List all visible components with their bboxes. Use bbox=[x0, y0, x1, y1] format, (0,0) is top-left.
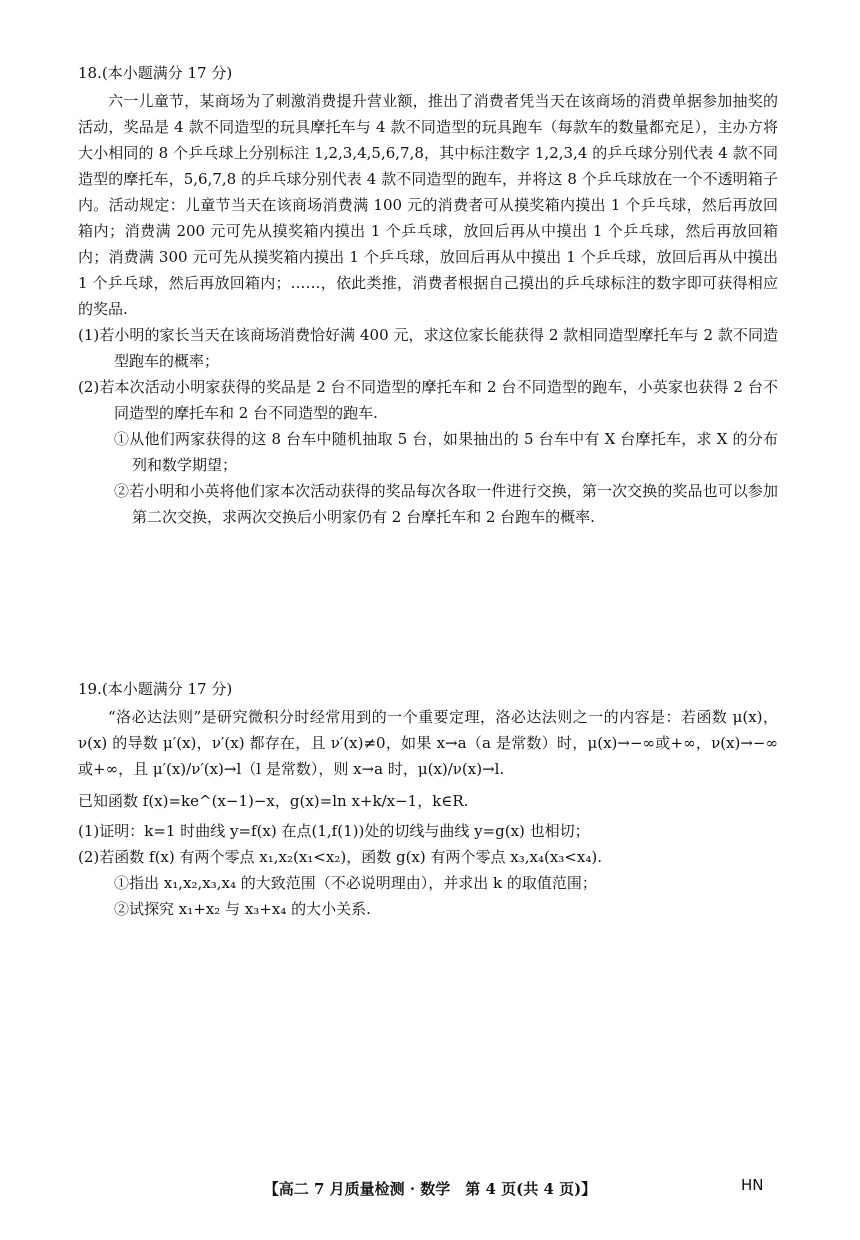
problem-19-header: 19.(本小题满分 17 分) bbox=[78, 680, 233, 698]
problem-18-question-2-part-2: ②若小明和小英将他们家本次活动获得的奖品每次各取一件进行交换，第一次交换的奖品也可以参加第二次交换，求两次交换后小明家仍有 2 台摩托车和 2 台跑车的概率. bbox=[114, 482, 778, 526]
region-code: HN bbox=[741, 1176, 764, 1194]
problem-18-question-2-part-1: ①从他们两家获得的这 8 台车中随机抽取 5 台，如果抽出的 5 台车中有 X 台摩托车，求 X 的分布列和数学期望； bbox=[114, 430, 778, 474]
problem-19-question-2-part-2: ②试探究 x₁+x₂ 与 x₃+x₄ 的大小关系. bbox=[114, 900, 371, 918]
problem-18-question-2: (2)若本次活动小明家获得的奖品是 2 台不同造型的摩托车和 2 台不同造型的跑车，小英家也获得 2 台不同造型的摩托车和 2 台不同造型的跑车. bbox=[78, 378, 778, 422]
problem-18-stem: 六一儿童节，某商场为了刺激消费提升营业额，推出了消费者凭当天在该商场的消费单据参加抽奖的活动，奖品是 4 款不同造型的玩具摩托车与 4 款不同造型的玩具跑车（每款车的数量都充足），主办方将大小相同的 8 个乒乓球上分别标注 1,2,3,4,5,6,7,8，其中标注数字 1,2,3,4 的乒乓球分别代表 4 款不同造型的摩托车，5,6,7,8 的乒乓球分别代表 4 款不同造型的跑车，并将这 8 个乒乓球放在一个不透明箱子内。活动规定：儿童节当天在该商场消费满 100 元的消费者可从摸奖箱内摸出 1 个乒乓球，然后再放回箱内；消费满 200 元可先从摸奖箱内摸出 1 个乒乓球，放回后再从中摸出 1 个乒乓球，然后再放回箱内；消费满 300 元可先从摸奖箱内摸出 1 个乒乓球，放回后再从中摸出 1 个乒乓球，放回后再从中摸出 1 个乒乓球，然后再放回箱内；……，依此类推，消费者根据自己摸出的乒乓球标注的数字即可获得相应的奖品. bbox=[78, 92, 778, 318]
problem-19-stem: “洛必达法则”是研究微积分时经常用到的一个重要定理，洛必达法则之一的内容是：若函数 μ(x)，ν(x) 的导数 μ′(x)，ν′(x) 都存在，且 ν′(x)≠0，如果 x→a（a 是常数）时，μ(x)→−∞或+∞，ν(x)→−∞或+∞，且 μ′(x)/ν′(x)→l（l 是常数），则 x→a 时，μ(x)/ν(x)→l. bbox=[78, 708, 778, 778]
problem-19-given-functions: 已知函数 f(x)=ke^(x−1)−x，g(x)=ln x+k/x−1，k∈R. bbox=[78, 792, 469, 810]
problem-19-question-2: (2)若函数 f(x) 有两个零点 x₁,x₂(x₁<x₂)，函数 g(x) 有两个零点 x₃,x₄(x₃<x₄). bbox=[78, 848, 602, 866]
problem-19-question-2-part-1: ①指出 x₁,x₂,x₃,x₄ 的大致范围（不必说明理由），并求出 k 的取值范围； bbox=[114, 874, 597, 892]
problem-18 bbox=[78, 60, 778, 530]
page-footer: 【高二 7 月质量检测 · 数学 第 4 页(共 4 页)】 bbox=[263, 1180, 597, 1198]
problem-19 bbox=[78, 676, 778, 922]
problem-19-question-1: (1)证明：k=1 时曲线 y=f(x) 在点(1,f(1))处的切线与曲线 y=g(x) 也相切； bbox=[78, 822, 590, 840]
problem-18-question-1: (1)若小明的家长当天在该商场消费恰好满 400 元，求这位家长能获得 2 款相同造型摩托车与 2 款不同造型跑车的概率； bbox=[78, 326, 778, 370]
problem-18-header: 18.(本小题满分 17 分) bbox=[78, 64, 233, 82]
